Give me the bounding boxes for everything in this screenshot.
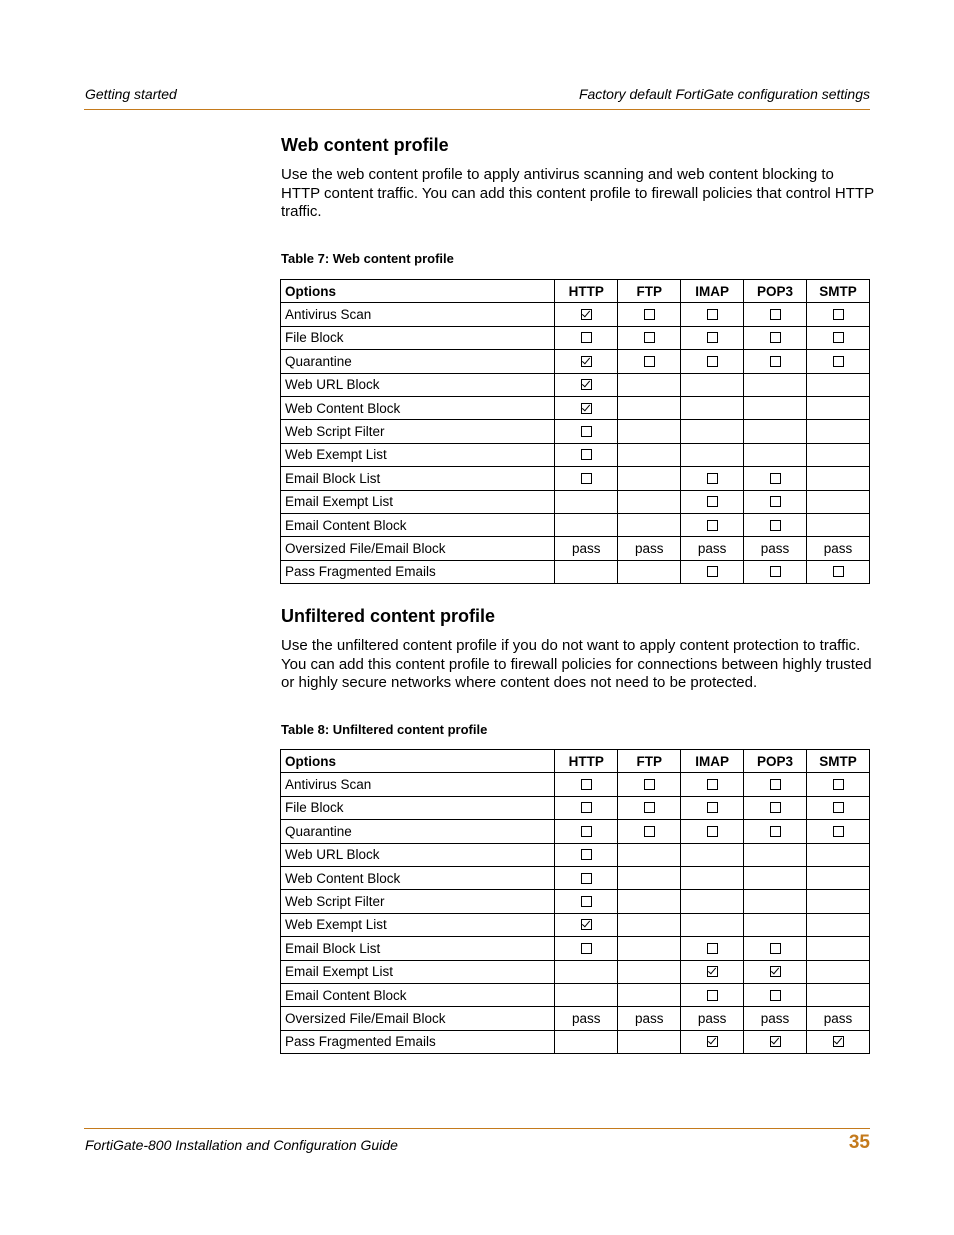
empty-cell	[681, 373, 744, 396]
table-row	[281, 537, 870, 560]
option-name: Email Block List	[281, 467, 555, 490]
cell-imap	[681, 350, 744, 373]
cell-pop3	[744, 937, 807, 960]
unchecked-box-icon	[581, 779, 592, 790]
column-header-http: HTTP	[555, 750, 618, 773]
cell-ftp	[618, 796, 681, 819]
running-header-right: Factory default FortiGate configuration settings	[578, 86, 870, 102]
unchecked-box-icon	[770, 473, 781, 484]
empty-cell	[807, 843, 870, 866]
table-row	[281, 890, 870, 913]
option-name: File Block	[281, 326, 555, 349]
checked-box-icon	[707, 966, 718, 977]
empty-cell	[681, 890, 744, 913]
empty-cell	[618, 937, 681, 960]
unchecked-box-icon	[707, 566, 718, 577]
unchecked-box-icon	[833, 356, 844, 367]
unchecked-box-icon	[833, 332, 844, 343]
option-name: Web Exempt List	[281, 913, 555, 936]
unchecked-box-icon	[770, 566, 781, 577]
empty-cell	[744, 866, 807, 889]
column-header-imap: IMAP	[681, 280, 744, 303]
cell-imap	[681, 560, 744, 583]
web-content-profile-table	[280, 279, 870, 584]
running-header-left: Getting started	[85, 86, 177, 102]
cell-ftp-value: pass	[618, 537, 681, 560]
unchecked-box-icon	[770, 332, 781, 343]
section-body-web-content: Use the web content profile to apply antivirus scanning and web content blocking to HTTP content traffic. You can add this content profile to firewall policies that control HTTP traffic.	[281, 166, 874, 220]
cell-smtp	[807, 303, 870, 326]
checked-box-icon	[581, 356, 592, 367]
cell-imap	[681, 773, 744, 796]
cell-pop3	[744, 490, 807, 513]
option-name: Email Block List	[281, 937, 555, 960]
table-row	[281, 773, 870, 796]
cell-smtp	[807, 350, 870, 373]
cell-pop3	[744, 960, 807, 983]
option-name: Pass Fragmented Emails	[281, 560, 555, 583]
unchecked-box-icon	[770, 496, 781, 507]
unchecked-box-icon	[707, 520, 718, 531]
unchecked-box-icon	[644, 802, 655, 813]
empty-cell	[681, 443, 744, 466]
cell-imap	[681, 937, 744, 960]
empty-cell	[807, 420, 870, 443]
empty-cell	[744, 373, 807, 396]
checked-box-icon	[770, 1036, 781, 1047]
empty-cell	[807, 890, 870, 913]
cell-imap	[681, 796, 744, 819]
unchecked-box-icon	[770, 520, 781, 531]
table-row	[281, 560, 870, 583]
empty-cell	[681, 913, 744, 936]
unchecked-box-icon	[707, 332, 718, 343]
unchecked-box-icon	[581, 449, 592, 460]
empty-cell	[618, 443, 681, 466]
footer-divider	[84, 1128, 870, 1129]
unchecked-box-icon	[707, 779, 718, 790]
checked-box-icon	[770, 966, 781, 977]
table-row	[281, 1007, 870, 1030]
table-row	[281, 796, 870, 819]
empty-cell	[807, 490, 870, 513]
unchecked-box-icon	[644, 779, 655, 790]
table-row	[281, 326, 870, 349]
empty-cell	[744, 913, 807, 936]
table-row	[281, 420, 870, 443]
option-name: Email Exempt List	[281, 960, 555, 983]
cell-http-value: pass	[555, 537, 618, 560]
checked-box-icon	[581, 379, 592, 390]
empty-cell	[555, 513, 618, 536]
unchecked-box-icon	[707, 802, 718, 813]
table-row	[281, 913, 870, 936]
cell-pop3	[744, 303, 807, 326]
empty-cell	[618, 960, 681, 983]
unchecked-box-icon	[707, 473, 718, 484]
table-row	[281, 866, 870, 889]
table-row	[281, 350, 870, 373]
unchecked-box-icon	[644, 309, 655, 320]
empty-cell	[618, 490, 681, 513]
cell-imap	[681, 490, 744, 513]
empty-cell	[618, 866, 681, 889]
empty-cell	[555, 560, 618, 583]
empty-cell	[618, 513, 681, 536]
cell-ftp	[618, 326, 681, 349]
option-name: Pass Fragmented Emails	[281, 1030, 555, 1053]
cell-imap	[681, 983, 744, 1006]
empty-cell	[744, 443, 807, 466]
option-name: Web URL Block	[281, 373, 555, 396]
column-header-ftp: FTP	[618, 280, 681, 303]
cell-pop3	[744, 1030, 807, 1053]
table-row	[281, 513, 870, 536]
empty-cell	[618, 467, 681, 490]
footer-guide-title: FortiGate-800 Installation and Configuration Guide	[85, 1137, 398, 1153]
empty-cell	[618, 420, 681, 443]
option-name: Quarantine	[281, 820, 555, 843]
cell-pop3	[744, 560, 807, 583]
option-name: Oversized File/Email Block	[281, 1007, 555, 1030]
unchecked-box-icon	[581, 332, 592, 343]
empty-cell	[618, 396, 681, 419]
empty-cell	[744, 843, 807, 866]
empty-cell	[618, 373, 681, 396]
cell-pop3	[744, 350, 807, 373]
cell-http	[555, 913, 618, 936]
option-name: Antivirus Scan	[281, 303, 555, 326]
cell-ftp	[618, 350, 681, 373]
unchecked-box-icon	[833, 779, 844, 790]
unchecked-box-icon	[770, 309, 781, 320]
cell-imap	[681, 820, 744, 843]
unchecked-box-icon	[644, 356, 655, 367]
table-row	[281, 937, 870, 960]
empty-cell	[618, 913, 681, 936]
cell-smtp	[807, 1030, 870, 1053]
option-name: Antivirus Scan	[281, 773, 555, 796]
empty-cell	[555, 1030, 618, 1053]
cell-pop3	[744, 820, 807, 843]
table-row	[281, 983, 870, 1006]
unchecked-box-icon	[581, 849, 592, 860]
unchecked-box-icon	[581, 896, 592, 907]
column-header-pop3: POP3	[744, 750, 807, 773]
table-row	[281, 396, 870, 419]
empty-cell	[555, 490, 618, 513]
option-name: Email Content Block	[281, 983, 555, 1006]
table-row	[281, 843, 870, 866]
empty-cell	[555, 983, 618, 1006]
option-name: File Block	[281, 796, 555, 819]
checked-box-icon	[581, 919, 592, 930]
unchecked-box-icon	[644, 332, 655, 343]
unchecked-box-icon	[833, 566, 844, 577]
empty-cell	[807, 513, 870, 536]
unchecked-box-icon	[644, 826, 655, 837]
cell-http	[555, 890, 618, 913]
unchecked-box-icon	[707, 356, 718, 367]
cell-imap	[681, 303, 744, 326]
cell-http	[555, 303, 618, 326]
unchecked-box-icon	[707, 309, 718, 320]
cell-pop3	[744, 773, 807, 796]
option-name: Web Script Filter	[281, 890, 555, 913]
cell-http-value: pass	[555, 1007, 618, 1030]
option-name: Web Content Block	[281, 866, 555, 889]
empty-cell	[744, 420, 807, 443]
empty-cell	[807, 443, 870, 466]
option-name: Quarantine	[281, 350, 555, 373]
empty-cell	[807, 960, 870, 983]
cell-pop3	[744, 796, 807, 819]
cell-smtp	[807, 796, 870, 819]
empty-cell	[618, 843, 681, 866]
table-row	[281, 373, 870, 396]
unchecked-box-icon	[770, 943, 781, 954]
page-number: 35	[848, 1132, 870, 1153]
unchecked-box-icon	[770, 802, 781, 813]
option-name: Oversized File/Email Block	[281, 537, 555, 560]
column-header-http: HTTP	[555, 280, 618, 303]
empty-cell	[618, 983, 681, 1006]
empty-cell	[744, 890, 807, 913]
cell-smtp	[807, 820, 870, 843]
unchecked-box-icon	[770, 826, 781, 837]
cell-smtp	[807, 326, 870, 349]
section-title-unfiltered-content: Unfiltered content profile	[281, 606, 496, 626]
table-row	[281, 443, 870, 466]
cell-pop3	[744, 326, 807, 349]
cell-http	[555, 866, 618, 889]
unchecked-box-icon	[581, 943, 592, 954]
cell-ftp	[618, 773, 681, 796]
cell-smtp-value: pass	[807, 537, 870, 560]
unchecked-box-icon	[707, 943, 718, 954]
cell-pop3	[744, 983, 807, 1006]
empty-cell	[807, 983, 870, 1006]
checked-box-icon	[707, 1036, 718, 1047]
empty-cell	[618, 890, 681, 913]
empty-cell	[807, 396, 870, 419]
cell-imap-value: pass	[681, 537, 744, 560]
table-row	[281, 467, 870, 490]
cell-http	[555, 420, 618, 443]
cell-smtp	[807, 560, 870, 583]
table-header-row	[281, 750, 870, 773]
empty-cell	[807, 866, 870, 889]
unchecked-box-icon	[581, 873, 592, 884]
unchecked-box-icon	[770, 356, 781, 367]
table-row	[281, 960, 870, 983]
table-row	[281, 490, 870, 513]
empty-cell	[618, 1030, 681, 1053]
unchecked-box-icon	[581, 802, 592, 813]
unchecked-box-icon	[833, 802, 844, 813]
cell-pop3	[744, 467, 807, 490]
empty-cell	[681, 420, 744, 443]
cell-http	[555, 350, 618, 373]
cell-ftp-value: pass	[618, 1007, 681, 1030]
cell-imap	[681, 326, 744, 349]
empty-cell	[807, 937, 870, 960]
option-name: Email Content Block	[281, 513, 555, 536]
column-header-imap: IMAP	[681, 750, 744, 773]
empty-cell	[807, 467, 870, 490]
option-name: Email Exempt List	[281, 490, 555, 513]
unchecked-box-icon	[707, 990, 718, 1001]
unfiltered-content-profile-table	[280, 749, 870, 1054]
cell-http	[555, 843, 618, 866]
table-header-row	[281, 280, 870, 303]
cell-http	[555, 937, 618, 960]
unchecked-box-icon	[833, 309, 844, 320]
empty-cell	[807, 913, 870, 936]
unchecked-box-icon	[770, 779, 781, 790]
cell-http	[555, 820, 618, 843]
unchecked-box-icon	[770, 990, 781, 1001]
cell-http	[555, 467, 618, 490]
empty-cell	[555, 960, 618, 983]
cell-smtp-value: pass	[807, 1007, 870, 1030]
unchecked-box-icon	[833, 826, 844, 837]
cell-http	[555, 396, 618, 419]
checked-box-icon	[581, 309, 592, 320]
empty-cell	[681, 396, 744, 419]
table-caption-unfiltered-content: Table 8: Unfiltered content profile	[281, 722, 488, 737]
column-header-options: Options	[281, 750, 555, 773]
section-title-web-content: Web content profile	[281, 135, 449, 155]
empty-cell	[681, 866, 744, 889]
cell-http	[555, 796, 618, 819]
option-name: Web Content Block	[281, 396, 555, 419]
column-header-ftp: FTP	[618, 750, 681, 773]
option-name: Web URL Block	[281, 843, 555, 866]
cell-ftp	[618, 303, 681, 326]
unchecked-box-icon	[581, 473, 592, 484]
table-caption-web-content: Table 7: Web content profile	[281, 251, 454, 266]
cell-http	[555, 443, 618, 466]
unchecked-box-icon	[581, 426, 592, 437]
cell-pop3-value: pass	[744, 537, 807, 560]
table-row	[281, 1030, 870, 1053]
empty-cell	[744, 396, 807, 419]
column-header-pop3: POP3	[744, 280, 807, 303]
empty-cell	[681, 843, 744, 866]
column-header-smtp: SMTP	[807, 280, 870, 303]
checked-box-icon	[833, 1036, 844, 1047]
cell-http	[555, 773, 618, 796]
cell-imap	[681, 1030, 744, 1053]
unchecked-box-icon	[707, 496, 718, 507]
option-name: Web Exempt List	[281, 443, 555, 466]
table-row	[281, 820, 870, 843]
empty-cell	[807, 373, 870, 396]
table-row	[281, 303, 870, 326]
cell-imap	[681, 960, 744, 983]
unchecked-box-icon	[707, 826, 718, 837]
header-divider	[84, 109, 870, 110]
unchecked-box-icon	[581, 826, 592, 837]
empty-cell	[618, 560, 681, 583]
cell-ftp	[618, 820, 681, 843]
cell-imap-value: pass	[681, 1007, 744, 1030]
section-body-unfiltered-content: Use the unfiltered content profile if you do not want to apply content protection to traffic. You can add this content profile to firewall policies for connections between highly trusted or highly secure networks where content does not need to be protected.	[281, 637, 872, 691]
column-header-smtp: SMTP	[807, 750, 870, 773]
cell-imap	[681, 467, 744, 490]
cell-pop3	[744, 513, 807, 536]
cell-smtp	[807, 773, 870, 796]
cell-http	[555, 373, 618, 396]
checked-box-icon	[581, 403, 592, 414]
cell-http	[555, 326, 618, 349]
option-name: Web Script Filter	[281, 420, 555, 443]
cell-pop3-value: pass	[744, 1007, 807, 1030]
cell-imap	[681, 513, 744, 536]
column-header-options: Options	[281, 280, 555, 303]
